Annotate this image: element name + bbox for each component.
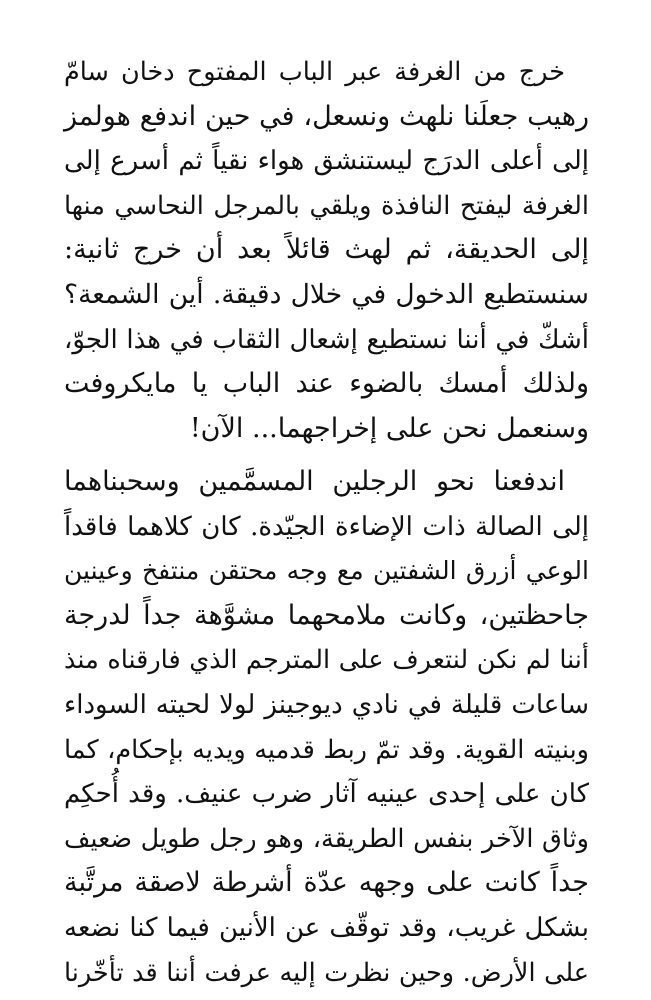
text-line: اندفعنا نحو الرجلين المسمَّمين وسحبناهما	[64, 466, 565, 497]
text-line: إلى الصالة ذات الإضاءة الجيّدة. كان كلاهما فاقداً	[64, 511, 589, 542]
text-line: كان على إحدى عينيه آثار ضرب عنيف. وقد أُحكِم	[64, 779, 589, 810]
text-line: وثاق الآخر بنفس الطريقة، وهو رجل طويل ضعيف	[64, 823, 589, 854]
text-line: سنستطيع الدخول في خلال دقيقة. أين الشمعة؟	[64, 278, 589, 310]
text-line: إلى أعلى الدرَج ليستنشق هواء نقياً ثم أسرع إلى	[64, 146, 589, 177]
text-line: ولذلك أمسك بالضوء عند الباب يا مايكروفت	[64, 368, 589, 400]
text-line: على الأرض. وحين نظرت إليه عرفت أننا قد تأخّرنا	[64, 957, 589, 988]
text-line: ساعات قليلة في نادي ديوجينز لولا لحيته السوداء	[64, 689, 589, 720]
text-line: الغرفة ليفتح النافذة ويلقي بالمرجل النحاسي منها	[64, 190, 589, 221]
text-line: أشكّ في أننا نستطيع إشعال الثقاب في هذا الجوّ،	[64, 324, 589, 355]
text-line: خرج من الغرفة عبر الباب المفتوح دخان سامّ	[64, 57, 565, 87]
text-line: وسنعمل نحن على إخراجهما... الآن!	[189, 412, 589, 444]
text-line: جداً كانت على وجهه عدّة أشرطة لاصقة مرتَّبة	[64, 867, 589, 899]
text-line: أننا لم نكن لنتعرف على المترجم الذي فارقناه منذ	[64, 645, 589, 676]
paragraph-1	[64, 50, 589, 451]
text-line: رهيب جعلَنا نلهث ونسعل، في حين اندفع هولمز	[64, 100, 589, 132]
text-line: إلى الحديقة، ثم لهث قائلاً بعد أن خرج ثانية:	[64, 234, 589, 266]
text-line: وبنيته القوية. وقد تمّ ربط قدميه ويديه بإحكام، كما	[64, 734, 589, 765]
text-line: الوعي أزرق الشفتين مع وجه محتقن منتفخ وعينين	[64, 556, 589, 586]
text-line: بشكل غريب، وقد توقّف عن الأنين فيما كنا نضعه	[64, 912, 589, 943]
paragraph-2	[64, 460, 589, 995]
text-line: جاحظتين، وكانت ملامحهما مشوَّهة جداً لدرجة	[64, 599, 589, 631]
